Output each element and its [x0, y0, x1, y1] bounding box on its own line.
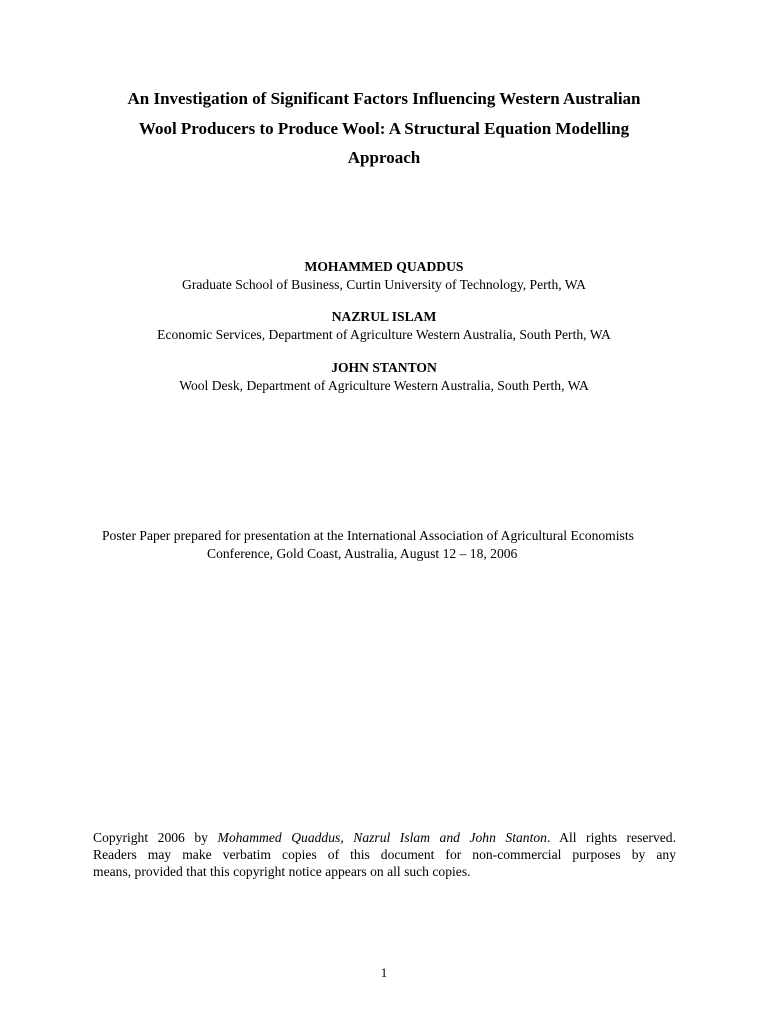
author-affiliation: Graduate School of Business, Curtin University of Technology, Perth, WA — [182, 277, 586, 292]
page-number: 1 — [380, 965, 388, 980]
copyright-prefix: Copyright 2006 by — [93, 830, 218, 845]
poster-note-line-1: Poster Paper prepared for presentation at the International Association of Agricultural Economists — [102, 528, 634, 543]
copyright-line-2: Readers may make verbatim copies of this document for non-commercial purposes by any — [93, 847, 676, 862]
copyright-notice — [93, 829, 676, 880]
poster-note-line-2: Conference, Gold Coast, Australia, August 12 – 18, 2006 — [207, 546, 518, 561]
author-affiliation: Wool Desk, Department of Agriculture Western Australia, South Perth, WA — [179, 378, 589, 393]
author-block-quaddus — [60, 258, 708, 294]
author-name: MOHAMMED QUADDUS — [304, 259, 464, 274]
author-affiliation: Economic Services, Department of Agriculture Western Australia, South Perth, WA — [157, 327, 611, 342]
author-name: JOHN STANTON — [331, 360, 437, 375]
author-block-islam — [60, 308, 708, 344]
paper-title — [84, 84, 684, 173]
poster-note — [60, 527, 708, 563]
copyright-line-3: means, provided that this copyright notice appears on all such copies. — [93, 864, 471, 879]
author-name: NAZRUL ISLAM — [331, 309, 437, 324]
title-line-1: An Investigation of Significant Factors Influencing Western Australian — [127, 89, 641, 108]
copyright-holders: Mohammed Quaddus, Nazrul Islam and John Stanton — [217, 830, 547, 845]
author-block-stanton — [60, 359, 708, 395]
title-line-2: Wool Producers to Produce Wool: A Structural Equation Modelling — [138, 118, 630, 138]
title-line-3: Approach — [347, 148, 421, 167]
copyright-line-1 — [93, 829, 676, 846]
copyright-suffix: . All rights reserved. — [546, 830, 676, 845]
